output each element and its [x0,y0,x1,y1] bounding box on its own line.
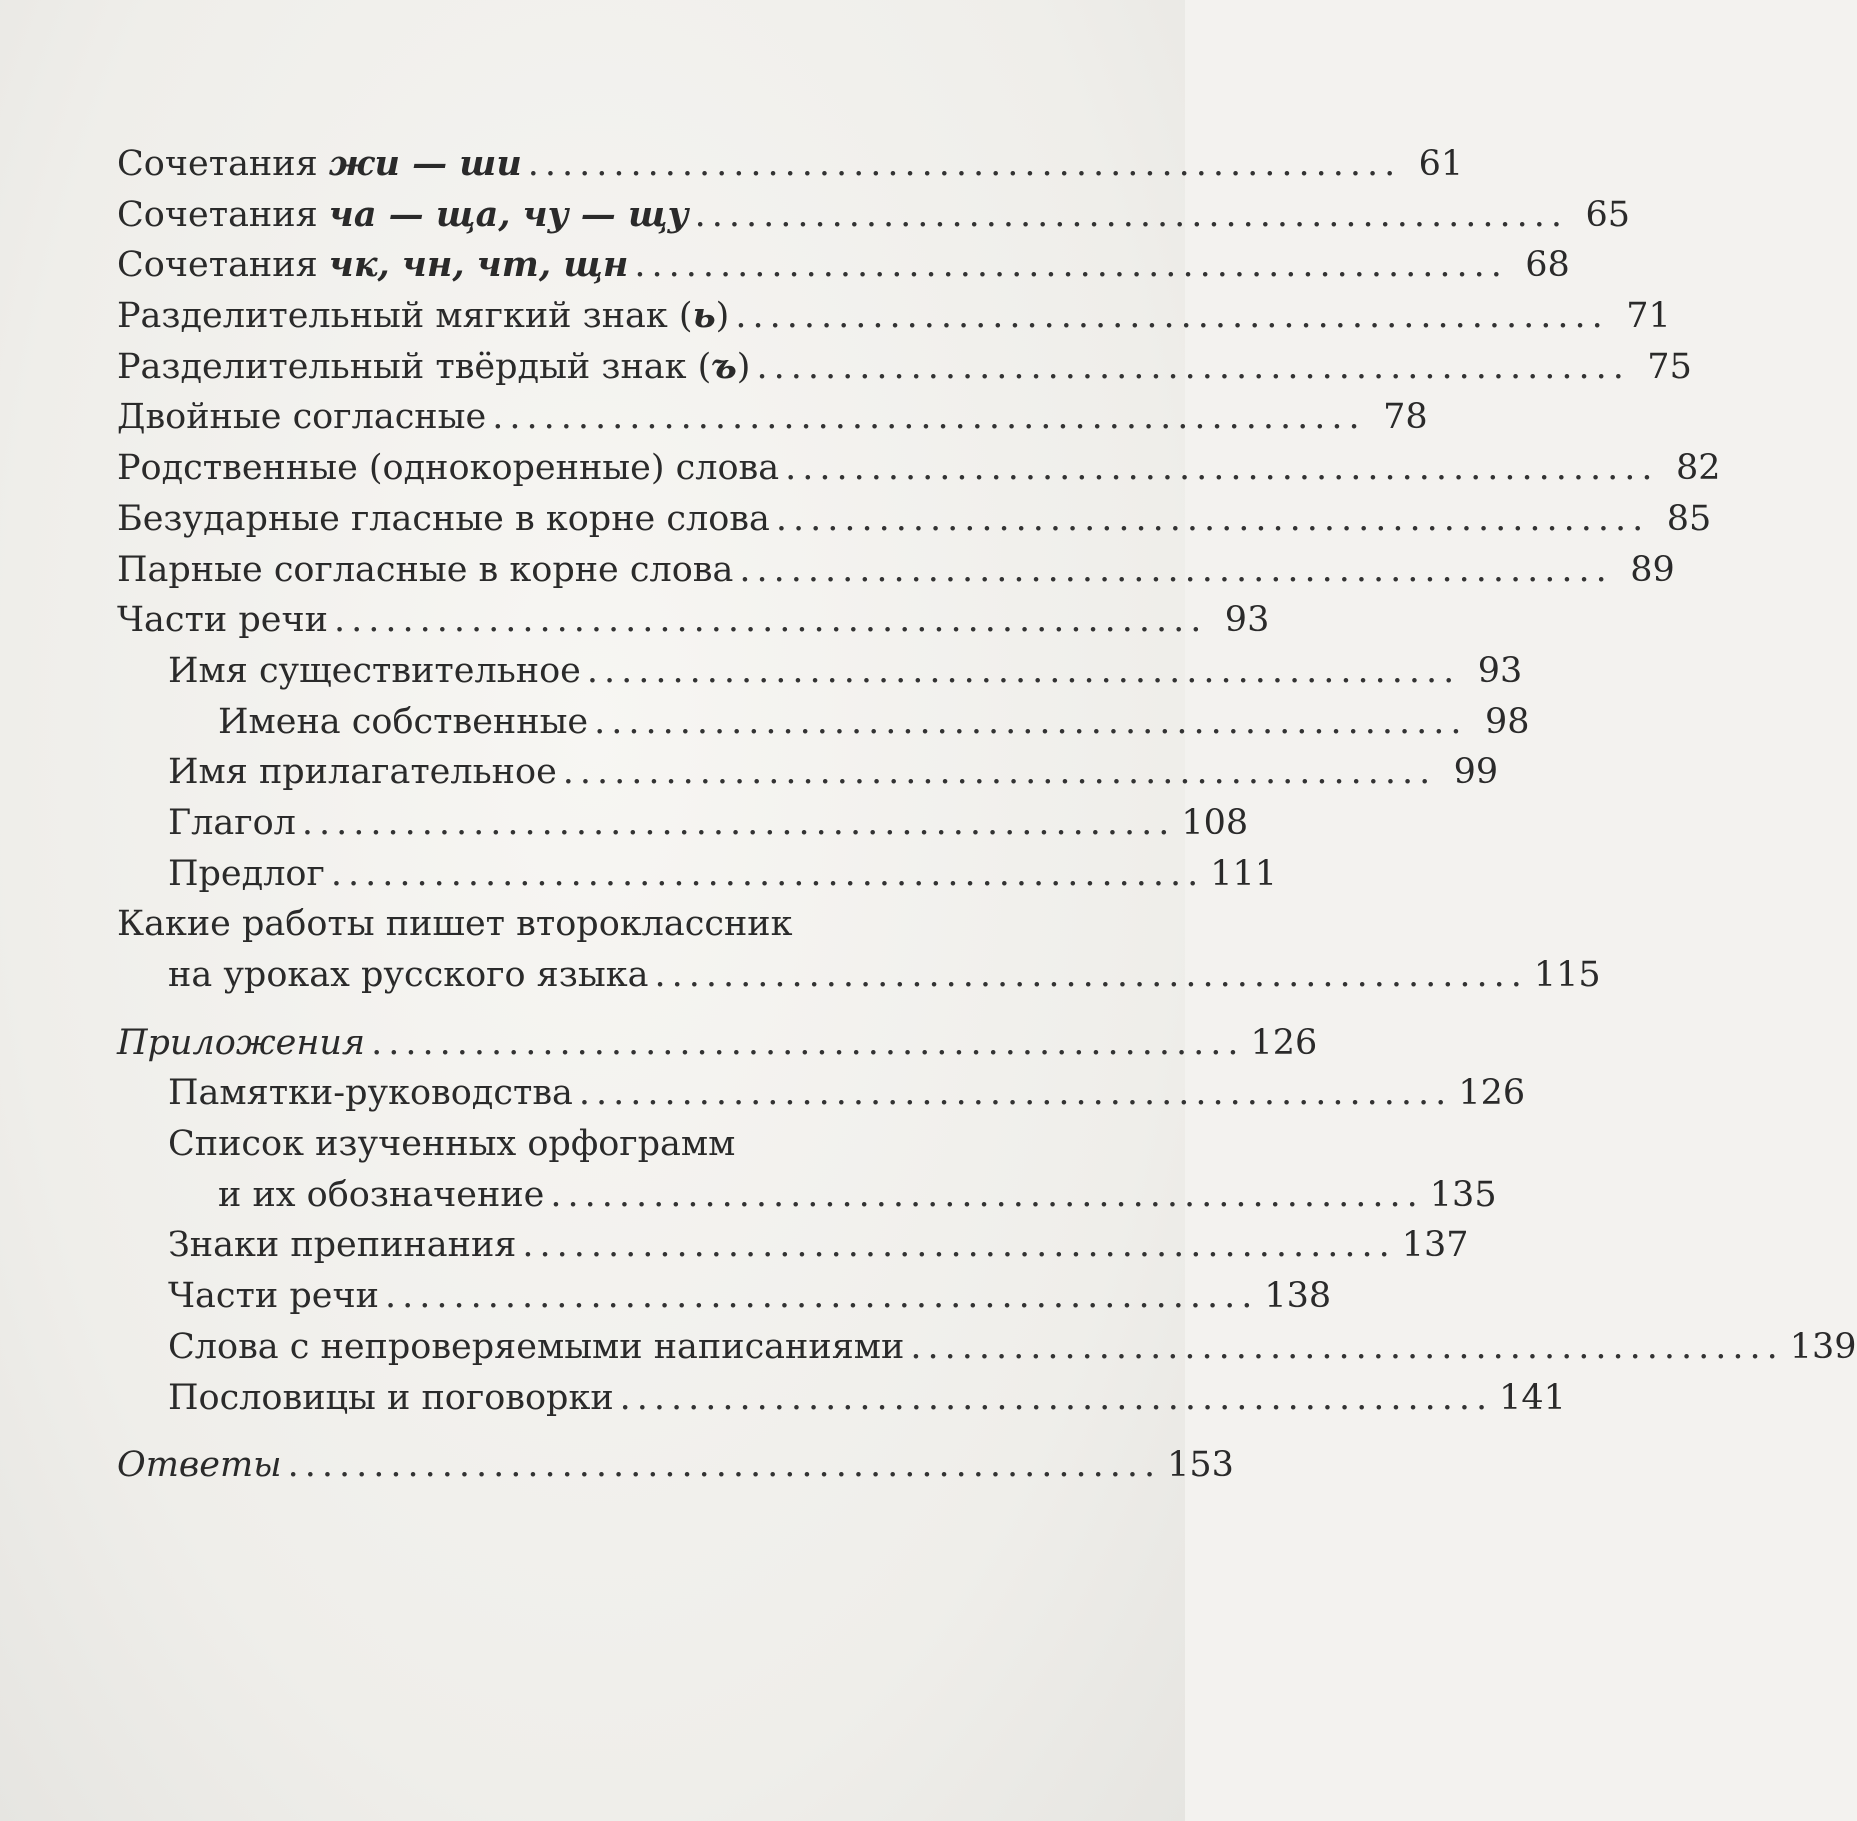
toc-entry [117,899,1150,950]
toc-entry-text: Части речи [117,600,328,641]
toc-entry-text: и их обозначение [218,1174,545,1215]
toc-entry [117,1373,1566,1424]
toc-entry-emphasis: жи — ши [328,143,522,184]
toc-entry [117,190,1630,241]
toc-entry-text: Памятки-руководства [168,1073,573,1114]
toc-page-number: 93 [1477,650,1523,691]
toc-entry-text: Предлог [168,853,325,894]
dot-leader: ................................................... [330,853,1205,894]
toc-page-number: 85 [1666,498,1712,539]
toc-entry [117,747,1499,798]
toc-entry [117,494,1712,545]
toc-entry [117,697,1530,748]
toc-entry-title [117,190,695,241]
toc-entry-title [117,443,785,494]
toc-entry [117,1440,1234,1491]
dot-leader: ................................................... [384,1276,1259,1317]
toc-entry-text: Безударные гласные в корне слова [117,498,770,539]
toc-entry-text: Пословицы и поговорки [168,1377,614,1418]
toc-entry [117,139,1464,190]
toc-page-number: 68 [1525,245,1570,286]
toc-entry-text: Имена собственные [218,701,589,742]
toc-entry [117,240,1570,291]
toc-entry [117,1220,1469,1271]
toc-page-number: 89 [1630,549,1675,590]
toc-entry-text: Слова с непроверяемыми написаниями [168,1326,905,1367]
toc-entry [117,1068,1526,1119]
toc-page-number: 135 [1429,1174,1497,1215]
toc-entry-text: Знаки препинания [168,1225,517,1266]
dot-leader: ................................................... [594,701,1468,742]
toc-entry-text: Имя существительное [168,650,581,691]
toc-page-number: 137 [1401,1225,1469,1266]
toc-entry-title [168,798,302,849]
toc-entry-title [168,1271,385,1322]
dot-leader: ................................................... [301,802,1176,843]
toc-entry-title [168,1373,620,1424]
toc-entry [117,392,1428,443]
toc-entry [117,1119,1150,1170]
toc-page-number: 126 [1250,1022,1318,1063]
toc-entry-title [168,950,654,1001]
dot-leader: ................................................... [586,650,1461,691]
toc-entry-title [168,1322,910,1373]
toc-entry-italic-title: Приложения [117,1022,366,1063]
toc-entry [117,950,1601,1001]
toc-entry [117,443,1721,494]
toc-entry-italic-title: Ответы [117,1445,282,1486]
toc-entry-text: на уроках русского языка [168,955,649,995]
dot-leader: ................................................... [739,549,1613,590]
toc-entry-text: Родственные (однокоренные) слова [117,448,780,489]
toc-page-number: 61 [1418,144,1464,184]
toc-entry [117,595,1270,646]
table-of-contents [117,139,1857,1491]
toc-entry-title [117,291,735,342]
toc-page-number: 141 [1499,1377,1566,1418]
dot-leader: ................................................... [694,194,1568,235]
toc-page-number: 75 [1647,346,1692,387]
toc-entry [117,545,1675,596]
dot-leader: ................................................... [562,752,1437,793]
toc-page-number: 82 [1676,448,1721,489]
toc-page-number: 65 [1585,194,1630,235]
toc-entry-text: Глагол [168,802,296,843]
toc-entry-title [117,1018,371,1069]
toc-entry-text: Имя прилагательное [168,752,557,793]
toc-entry-title [168,1119,741,1170]
toc-entry [117,849,1278,900]
toc-page-number: 138 [1264,1276,1332,1317]
toc-entry [117,1170,1497,1221]
toc-page-number: 99 [1453,752,1499,793]
toc-entry [117,1322,1857,1373]
toc-page-number: 139 [1789,1326,1857,1367]
toc-entry-title [117,342,756,393]
toc-entry-title [117,392,492,443]
toc-page-number: 98 [1485,701,1530,742]
dot-leader: ................................................... [578,1073,1453,1114]
toc-entry-text: Список изученных орфограмм [168,1124,736,1165]
dot-leader: ................................................... [287,1445,1162,1486]
toc-entry-title [117,1440,288,1491]
dot-leader: ................................................... [522,1225,1396,1266]
dot-leader: ................................................... [910,1326,1784,1367]
toc-entry-emphasis: чк, чн, чт, щн [328,244,629,286]
toc-entry-title [218,1170,550,1221]
toc-entry-title [117,899,798,950]
toc-entry [117,342,1692,393]
toc-entry-title [117,240,634,291]
toc-entry-title [218,697,594,748]
dot-leader: ................................................... [735,296,1609,337]
toc-entry-text: Парные согласные в корне слова [117,549,734,590]
dot-leader: ................................................... [371,1022,1245,1063]
toc-entry-title [117,545,739,596]
toc-entry-text: Разделительный твёрдый знак ( [117,346,712,387]
dot-leader: ................................................... [492,397,1366,438]
dot-leader: ................................................... [527,144,1402,184]
toc-entry-title [117,494,776,545]
toc-entry-text: Разделительный мягкий знак ( [117,296,693,337]
toc-entry-title [168,849,331,900]
dot-leader: ................................................... [619,1377,1494,1418]
toc-entry-title [168,646,587,697]
toc-entry-emphasis: ь [692,295,716,337]
dot-leader: ................................................... [785,448,1659,489]
toc-entry-text: Части речи [168,1276,379,1317]
toc-entry-text: Сочетания [117,245,329,286]
toc-entry [117,1271,1332,1322]
toc-entry-text: Какие работы пишет второклассник [117,904,793,945]
dot-leader: ................................................... [654,955,1528,995]
dot-leader: ................................................... [333,600,1208,641]
toc-entry-text-suffix: ) [715,296,730,337]
dot-leader: ................................................... [756,346,1630,387]
toc-entry-title [168,747,563,798]
toc-entry-text: Двойные согласные [117,397,487,438]
toc-page-number: 115 [1533,955,1601,995]
toc-entry-text: Сочетания [117,194,329,235]
toc-page-number: 93 [1224,600,1270,641]
dot-leader: ................................................... [550,1174,1424,1215]
toc-page-number: 126 [1458,1073,1526,1114]
toc-entry [117,798,1249,849]
toc-page-number: 108 [1181,802,1249,843]
toc-page-number: 78 [1383,397,1428,438]
toc-entry-title [117,139,528,190]
toc-entry-title [117,595,334,646]
toc-page-number: 71 [1626,296,1671,337]
toc-entry-emphasis: ъ [711,345,737,387]
toc-entry [117,1018,1318,1069]
dot-leader: ................................................... [634,245,1508,286]
toc-entry-title [168,1068,579,1119]
toc-page-number: 111 [1210,853,1278,894]
toc-entry [117,646,1523,697]
toc-entry [117,291,1671,342]
toc-entry-title [168,1220,522,1271]
dot-leader: ................................................... [775,498,1650,539]
toc-page-number: 153 [1167,1445,1234,1486]
toc-entry-emphasis: ча — ща, чу — щу [328,193,689,235]
toc-entry-text-suffix: ) [736,346,751,387]
toc-entry-text: Сочетания [117,144,329,184]
